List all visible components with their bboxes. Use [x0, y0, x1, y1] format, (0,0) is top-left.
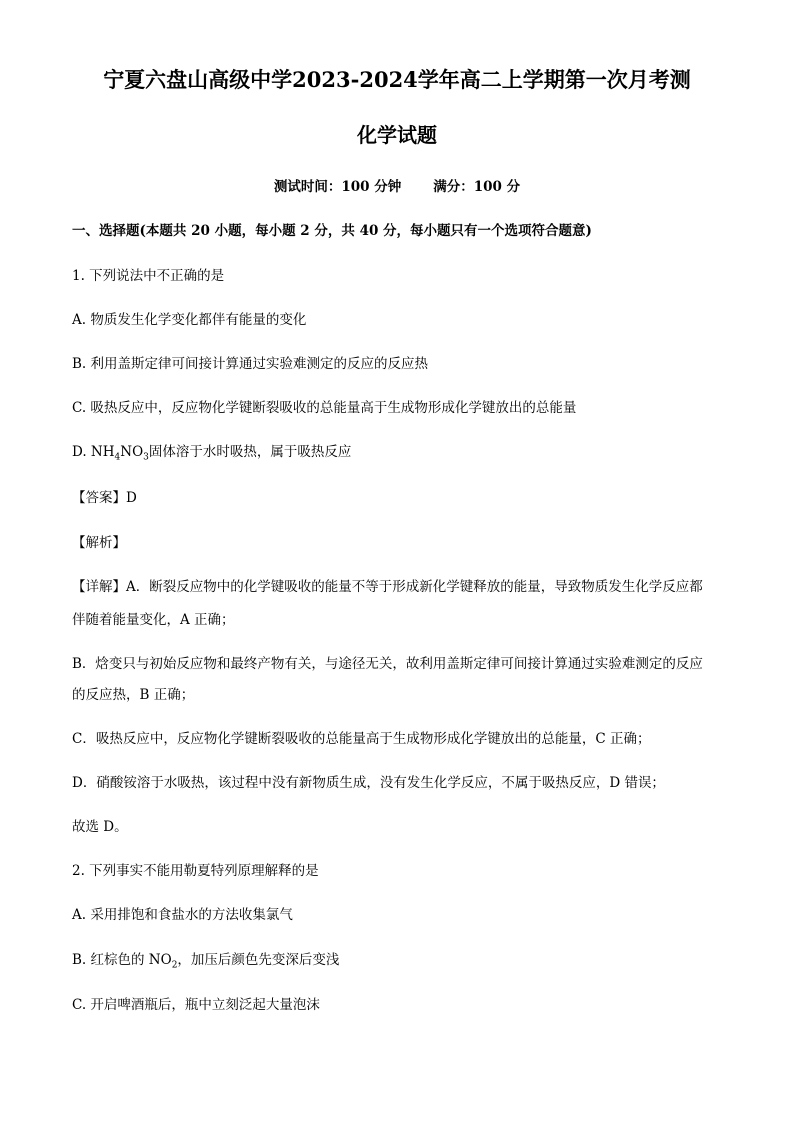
option-d-suffix: 固体溶于水时吸热，属于吸热反应 — [148, 444, 352, 460]
question-1-stem: 1. 下列说法中不正确的是 — [72, 268, 225, 284]
question-2-stem: 2. 下列事实不能用勒夏特列原理解释的是 — [72, 863, 319, 879]
option-d-sub2: 3 — [143, 452, 149, 463]
section-heading: 一、选择题(本题共 20 小题，每小题 2 分，共 40 分，每小题只有一个选项符合题意) — [72, 223, 592, 239]
time-label: 测试时间：100 分钟 — [273, 179, 402, 195]
question-1-detail-line-3: B．焓变只与初始反应物和最终产物有关，与途径无关，故利用盖斯定律可间接计算通过实验难测定的反应 — [72, 656, 703, 672]
exam-meta — [0, 178, 794, 196]
question-1-conclusion: 故选 D。 — [72, 819, 128, 835]
option-b-sub: 2 — [171, 960, 178, 971]
question-2-option-c: C. 开启啤酒瓶后，瓶中立刻泛起大量泡沫 — [72, 997, 320, 1013]
question-2-option-b — [72, 951, 722, 969]
exam-title: 宁夏六盘山高级中学2023-2024学年高二上学期第一次月考测 — [103, 67, 691, 92]
question-1-answer: 【答案】D — [72, 490, 137, 506]
question-2-option-a: A. 采用排饱和食盐水的方法收集氯气 — [72, 907, 293, 923]
option-d-mid: NO — [120, 444, 144, 460]
question-1-option-a: A. 物质发生化学变化都伴有能量的变化 — [72, 312, 307, 328]
score-label: 满分：100 分 — [433, 179, 521, 195]
option-d-prefix: D. NH — [72, 444, 115, 460]
question-1-detail-line-1: 【详解】A．断裂反应物中的化学键吸收的能量不等于形成新化学键释放的能量，导致物质发生化学反应都 — [72, 579, 703, 595]
option-b-prefix: B. 红棕色的 NO — [72, 952, 172, 968]
question-1-option-d — [72, 443, 722, 461]
question-1-detail-line-5: C．吸热反应中，反应物化学键断裂吸收的总能量高于生成物形成化学键放出的总能量，C 正确； — [72, 731, 651, 747]
option-d-sub1: 4 — [114, 452, 121, 463]
question-1-detail-line-2: 伴随着能量变化，A 正确； — [72, 612, 235, 628]
question-1-detail-line-6: D．硝酸铵溶于水吸热，该过程中没有新物质生成，没有发生化学反应，不属于吸热反应，D 错误； — [72, 775, 665, 791]
question-1-detail-line-4: 的反应热，B 正确； — [72, 687, 195, 703]
exam-subtitle: 化学试题 — [357, 123, 437, 147]
option-b-suffix: ，加压后颜色先变深后变浅 — [177, 952, 340, 968]
question-1-option-c: C. 吸热反应中，反应物化学键断裂吸收的总能量高于生成物形成化学键放出的总能量 — [72, 400, 577, 416]
question-1-analysis: 【解析】 — [72, 535, 126, 551]
question-1-option-b: B. 利用盖斯定律可间接计算通过实验难测定的反应的反应热 — [72, 356, 429, 372]
